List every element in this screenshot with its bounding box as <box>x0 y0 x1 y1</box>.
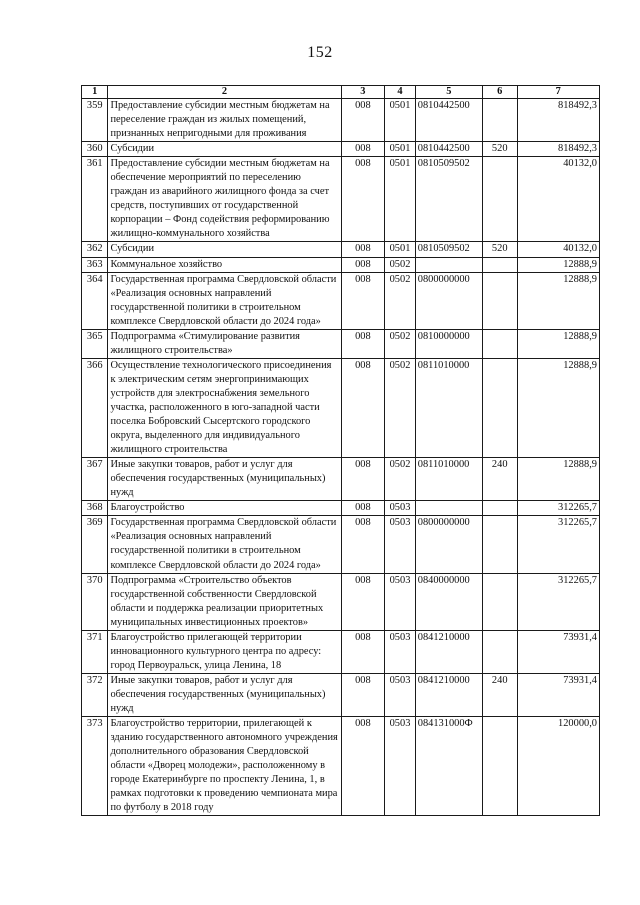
row-amount: 12888,9 <box>517 272 599 329</box>
table-header-row <box>82 86 600 99</box>
row-section-code: 0503 <box>385 516 416 573</box>
table-row <box>82 142 600 157</box>
row-expense-type <box>482 257 517 272</box>
row-number: 364 <box>82 272 108 329</box>
row-name: Подпрограмма «Строительство объектов государственной собственности Свердловской области и поддержка реализации приоритетных муниципальных инвестиционных проектов» <box>108 573 341 630</box>
row-amount: 312265,7 <box>517 501 599 516</box>
row-amount: 12888,9 <box>517 358 599 457</box>
row-name: Благоустройство <box>108 501 341 516</box>
table-row <box>82 458 600 501</box>
row-ministry-code: 008 <box>341 516 385 573</box>
row-target-code: 0810000000 <box>415 329 482 358</box>
row-target-code: 0811010000 <box>415 358 482 457</box>
row-name: Предоставление субсидии местным бюджетам на обеспечение мероприятий по переселению граждан из аварийного жилищного фонда за счет средств, поступивших от государственной корпорации – Фонд содействия реформированию жилищно-коммунального хозяйства <box>108 157 341 242</box>
row-number: 367 <box>82 458 108 501</box>
table-body <box>82 99 600 816</box>
row-target-code: 0810509502 <box>415 242 482 257</box>
row-section-code: 0501 <box>385 242 416 257</box>
row-section-code: 0502 <box>385 458 416 501</box>
row-expense-type <box>482 573 517 630</box>
row-ministry-code: 008 <box>341 573 385 630</box>
row-amount: 12888,9 <box>517 329 599 358</box>
row-number: 368 <box>82 501 108 516</box>
row-amount: 40132,0 <box>517 157 599 242</box>
row-ministry-code: 008 <box>341 458 385 501</box>
row-expense-type <box>482 516 517 573</box>
table-row <box>82 501 600 516</box>
header-cell: 5 <box>415 86 482 99</box>
table-row <box>82 358 600 457</box>
table-row <box>82 257 600 272</box>
row-expense-type <box>482 501 517 516</box>
row-section-code: 0502 <box>385 329 416 358</box>
row-number: 360 <box>82 142 108 157</box>
header-cell: 1 <box>82 86 108 99</box>
row-name: Субсидии <box>108 242 341 257</box>
table-row <box>82 329 600 358</box>
row-name: Подпрограмма «Стимулирование развития жилищного строительства» <box>108 329 341 358</box>
header-cell: 2 <box>108 86 341 99</box>
row-number: 369 <box>82 516 108 573</box>
row-target-code: 0810442500 <box>415 142 482 157</box>
row-amount: 12888,9 <box>517 458 599 501</box>
row-ministry-code: 008 <box>341 99 385 142</box>
row-expense-type <box>482 272 517 329</box>
header-cell: 3 <box>341 86 385 99</box>
row-target-code: 0840000000 <box>415 573 482 630</box>
row-target-code <box>415 501 482 516</box>
row-target-code: 0800000000 <box>415 516 482 573</box>
table-row <box>82 673 600 716</box>
row-section-code: 0501 <box>385 99 416 142</box>
row-ministry-code: 008 <box>341 257 385 272</box>
row-amount: 40132,0 <box>517 242 599 257</box>
row-section-code: 0502 <box>385 358 416 457</box>
row-expense-type: 520 <box>482 142 517 157</box>
table-row <box>82 516 600 573</box>
row-section-code: 0501 <box>385 142 416 157</box>
row-number: 359 <box>82 99 108 142</box>
row-section-code: 0503 <box>385 573 416 630</box>
row-name: Иные закупки товаров, работ и услуг для обеспечения государственных (муниципальных) нужд <box>108 673 341 716</box>
row-expense-type <box>482 717 517 816</box>
row-amount: 818492,3 <box>517 142 599 157</box>
row-section-code: 0502 <box>385 257 416 272</box>
row-number: 365 <box>82 329 108 358</box>
row-name: Благоустройство территории, прилегающей к зданию государственного автономного учреждения дополнительного образования Свердловской области «Дворец молодежи», расположенному в городе Екатеринбурге по проспекту Ленина, 1, в рамках подготовки к проведению чемпионата мира по футболу в 2018 году <box>108 717 341 816</box>
header-cell: 6 <box>482 86 517 99</box>
row-ministry-code: 008 <box>341 142 385 157</box>
row-name: Предоставление субсидии местным бюджетам на переселение граждан из жилых помещений, признанных непригодными для проживания <box>108 99 341 142</box>
row-number: 361 <box>82 157 108 242</box>
row-number: 362 <box>82 242 108 257</box>
header-cell: 7 <box>517 86 599 99</box>
row-expense-type <box>482 630 517 673</box>
row-expense-type: 240 <box>482 673 517 716</box>
row-number: 372 <box>82 673 108 716</box>
row-expense-type <box>482 329 517 358</box>
row-target-code: 0841210000 <box>415 630 482 673</box>
row-number: 370 <box>82 573 108 630</box>
row-amount: 73931,4 <box>517 630 599 673</box>
row-amount: 120000,0 <box>517 717 599 816</box>
row-amount: 12888,9 <box>517 257 599 272</box>
row-target-code: 0810509502 <box>415 157 482 242</box>
row-section-code: 0503 <box>385 717 416 816</box>
row-number: 373 <box>82 717 108 816</box>
table-row <box>82 242 600 257</box>
row-target-code: 0811010000 <box>415 458 482 501</box>
row-target-code: 0841210000 <box>415 673 482 716</box>
row-name: Государственная программа Свердловской области «Реализация основных направлений государственной политики в строительном комплексе Свердловской области до 2024 года» <box>108 272 341 329</box>
row-expense-type <box>482 99 517 142</box>
row-section-code: 0503 <box>385 673 416 716</box>
row-target-code: 0810442500 <box>415 99 482 142</box>
row-number: 371 <box>82 630 108 673</box>
row-expense-type: 240 <box>482 458 517 501</box>
table-row <box>82 272 600 329</box>
row-ministry-code: 008 <box>341 501 385 516</box>
row-ministry-code: 008 <box>341 717 385 816</box>
row-number: 363 <box>82 257 108 272</box>
row-name: Коммунальное хозяйство <box>108 257 341 272</box>
row-amount: 312265,7 <box>517 516 599 573</box>
row-expense-type <box>482 157 517 242</box>
row-ministry-code: 008 <box>341 242 385 257</box>
budget-table <box>81 85 600 816</box>
row-name: Субсидии <box>108 142 341 157</box>
row-ministry-code: 008 <box>341 673 385 716</box>
row-target-code: 084131000Ф <box>415 717 482 816</box>
row-target-code <box>415 257 482 272</box>
row-section-code: 0503 <box>385 630 416 673</box>
header-cell: 4 <box>385 86 416 99</box>
row-name: Благоустройство прилегающей территории инновационного культурного центра по адресу: город Первоуральск, улица Ленина, 18 <box>108 630 341 673</box>
table-row <box>82 99 600 142</box>
row-amount: 73931,4 <box>517 673 599 716</box>
table-row <box>82 157 600 242</box>
row-amount: 312265,7 <box>517 573 599 630</box>
row-ministry-code: 008 <box>341 630 385 673</box>
row-section-code: 0502 <box>385 272 416 329</box>
row-target-code: 0800000000 <box>415 272 482 329</box>
row-name: Иные закупки товаров, работ и услуг для обеспечения государственных (муниципальных) нужд <box>108 458 341 501</box>
row-amount: 818492,3 <box>517 99 599 142</box>
table-row <box>82 717 600 816</box>
row-expense-type <box>482 358 517 457</box>
row-expense-type: 520 <box>482 242 517 257</box>
row-number: 366 <box>82 358 108 457</box>
table-row <box>82 573 600 630</box>
row-section-code: 0501 <box>385 157 416 242</box>
row-name: Государственная программа Свердловской области «Реализация основных направлений государственной политики в строительном комплексе Свердловской области до 2024 года» <box>108 516 341 573</box>
table-row <box>82 630 600 673</box>
row-section-code: 0503 <box>385 501 416 516</box>
row-ministry-code: 008 <box>341 358 385 457</box>
page-number: 152 <box>307 44 333 61</box>
row-ministry-code: 008 <box>341 329 385 358</box>
row-ministry-code: 008 <box>341 272 385 329</box>
row-name: Осуществление технологического присоединения к электрическим сетям энергопринимающих устройств для электроснабжения земельного участка, расположенного в юго-западной части поселка Бобровский Сысертского городского округа, выделенного для индивидуального жилищного строительства <box>108 358 341 457</box>
row-ministry-code: 008 <box>341 157 385 242</box>
